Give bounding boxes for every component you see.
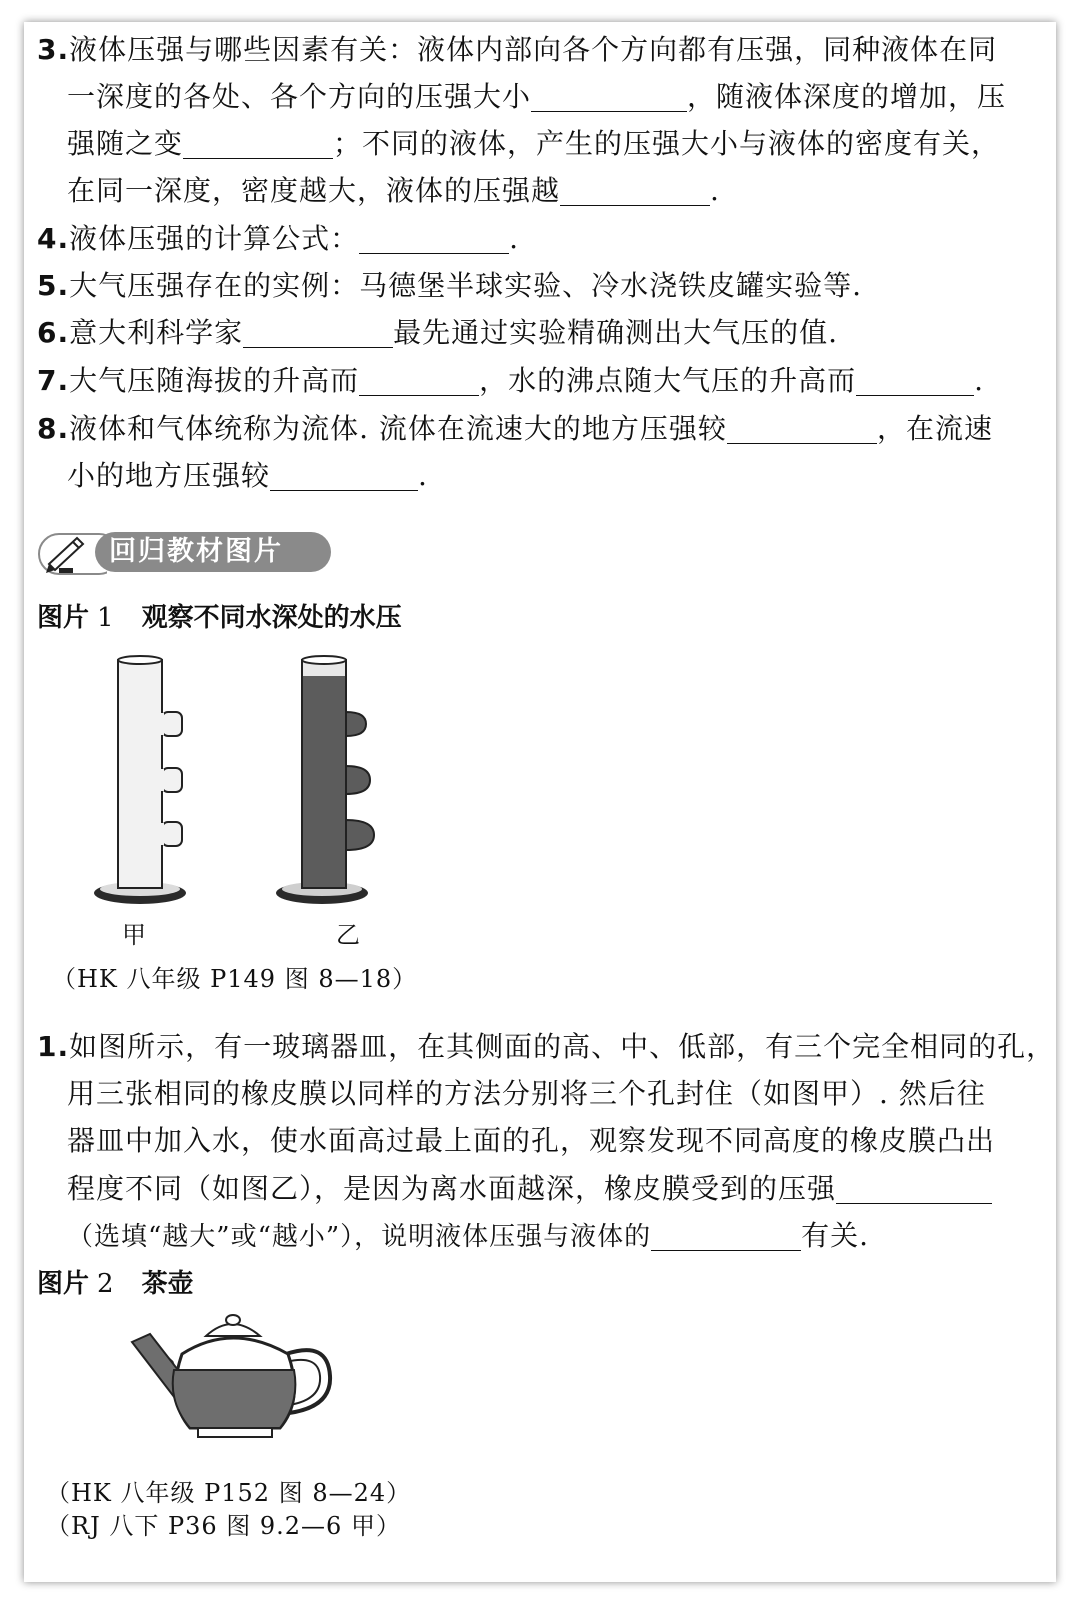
q3-line-1 [37, 33, 997, 67]
q3-text-1: 液体压强与哪些因素有关：液体内部向各个方向都有压强，同种液体在同 [69, 33, 998, 66]
p1-line-2 [67, 1077, 986, 1111]
q8-text-b: ，在流速 [876, 412, 993, 445]
q4-line [37, 222, 519, 256]
fig1-title-text: 观察不同水深处的水压 [141, 603, 402, 633]
q5-number: 5. [37, 269, 70, 302]
teapot-illustration [128, 1310, 348, 1450]
q7-text-a: 大气压随海拔的升高而 [69, 364, 360, 397]
fig1-illustration [90, 650, 410, 950]
fig2-title-text: 茶壶 [141, 1269, 194, 1299]
q8-line-2 [67, 459, 428, 493]
q3-blank-1[interactable] [531, 83, 687, 112]
q8-blank-2[interactable] [270, 462, 418, 491]
fig1-title [37, 602, 402, 634]
q7-blank-2[interactable] [856, 367, 974, 396]
fig1-caption: （HK 八年级 P149 图 8—18） [52, 965, 418, 993]
q7-number: 7. [37, 364, 70, 397]
p1-blank-1[interactable] [836, 1175, 992, 1204]
q6-number: 6. [37, 316, 70, 349]
q4-number: 4. [37, 222, 70, 255]
p1-text-3: 器皿中加入水，使水面高过最上面的孔，观察发现不同高度的橡皮膜凸出 [67, 1124, 996, 1157]
q3-blank-3[interactable] [560, 177, 710, 206]
q3-text-4b: . [710, 174, 720, 207]
cylinder-water [276, 656, 374, 904]
q6-line [37, 316, 838, 350]
fig2-caption-1: （HK 八年级 P152 图 8—24） [46, 1479, 412, 1507]
q4-text: 液体压强的计算公式： [69, 222, 360, 255]
fig2-label: 图片 [37, 1269, 90, 1299]
q3-line-4 [67, 174, 720, 208]
section-title: 回归教材图片 [95, 532, 331, 572]
fig2-caption-2: （RJ 八下 P36 图 9.2—6 甲） [46, 1512, 401, 1540]
q7-blank-1[interactable] [359, 367, 479, 396]
p1-line-1 [37, 1030, 1055, 1064]
p1-text-4: 程度不同（如图乙），是因为离水面越深，橡皮膜受到的压强 [67, 1172, 837, 1205]
q6-blank[interactable] [243, 319, 393, 348]
p1-line-4 [67, 1172, 992, 1206]
q8-text-2a: 小的地方压强较 [67, 459, 271, 492]
p1-text-2: 用三张相同的橡皮膜以同样的方法分别将三个孔封住（如图甲）. 然后往 [67, 1077, 986, 1110]
q6-text-a: 意大利科学家 [69, 316, 244, 349]
q4-end: . [509, 222, 520, 255]
p1-text-1: 如图所示，有一玻璃器皿，在其侧面的高、中、低部，有三个完全相同的孔， [69, 1030, 1056, 1063]
q8-text-a: 液体和气体统称为流体. 流体在流速大的地方压强较 [69, 412, 727, 445]
q7-text-b: ，水的沸点随大气压的升高而 [479, 364, 857, 397]
p1-text-5a: （选填“越大”或“越小”），说明液体压强与液体的 [67, 1222, 652, 1252]
p1-line-3 [67, 1124, 995, 1158]
q3-text-3a: 强随之变 [67, 127, 184, 160]
q3-text-4a: 在同一深度，密度越大，液体的压强越 [67, 174, 561, 207]
q7-line [37, 364, 984, 398]
q6-text-b: 最先通过实验精确测出大气压的值. [393, 316, 839, 349]
fig1-label-left: 甲 [122, 921, 147, 949]
q7-end: . [974, 364, 985, 397]
q3-line-3 [67, 127, 1000, 161]
q5-text: 大气压强存在的实例：马德堡半球实验、冷水浇铁皮罐实验等. [69, 269, 863, 302]
fig1-label: 图片 [37, 603, 90, 633]
q3-line-2 [67, 80, 1006, 114]
p1-text-5b: 有关. [801, 1219, 870, 1252]
q3-blank-2[interactable] [183, 130, 333, 159]
cylinder-empty [94, 656, 186, 904]
q4-blank[interactable] [359, 225, 509, 254]
q3-number: 3. [37, 33, 70, 66]
q5-line [37, 269, 862, 303]
q3-text-3b: ；不同的液体，产生的压强大小与液体的密度有关， [333, 127, 1001, 160]
p1-blank-2[interactable] [651, 1222, 801, 1251]
p1-number: 1. [37, 1030, 70, 1063]
q8-end: . [418, 459, 428, 492]
p1-line-5 [67, 1219, 869, 1254]
q3-text-2b: ，随液体深度的增加，压 [687, 80, 1007, 113]
q8-number: 8. [37, 412, 70, 445]
fig1-label-right: 乙 [336, 921, 361, 949]
fig1-number: 1 [97, 603, 114, 633]
q8-blank-1[interactable] [727, 415, 877, 444]
fig2-number: 2 [97, 1269, 114, 1299]
q3-text-2a: 一深度的各处、各个方向的压强大小 [67, 80, 532, 113]
fig2-title [37, 1268, 194, 1300]
section-header [37, 528, 327, 576]
q8-line-1 [37, 412, 993, 446]
